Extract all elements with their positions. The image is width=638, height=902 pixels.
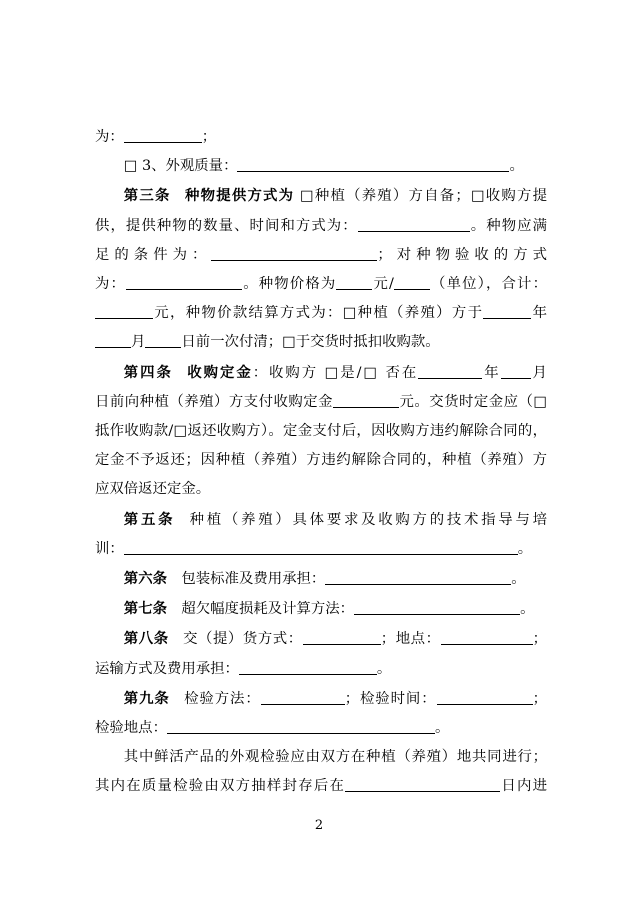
blank-field bbox=[126, 288, 242, 290]
text-segment: 日内进 bbox=[500, 778, 547, 795]
text-line bbox=[95, 328, 547, 357]
blank-field bbox=[394, 288, 430, 290]
text-segment: 超欠幅度损耗及计算方法： bbox=[181, 601, 355, 618]
text-line bbox=[95, 655, 547, 684]
text-segment: 日前一次付清；□于交货时抵扣收购款。 bbox=[181, 334, 440, 351]
article-label: 第八条 bbox=[123, 630, 169, 648]
blank-field bbox=[303, 643, 381, 645]
article-heading: 种物提供方式为 bbox=[185, 187, 295, 205]
blank-field bbox=[437, 703, 533, 705]
blank-field bbox=[211, 259, 377, 261]
text-segment: 。 bbox=[520, 601, 535, 618]
text-segment: 为： bbox=[95, 129, 124, 145]
text-line bbox=[95, 270, 547, 299]
text-line bbox=[95, 299, 547, 328]
text-segment: 检验地点： bbox=[95, 720, 167, 737]
text-line bbox=[95, 123, 547, 152]
article-label: 第三条 bbox=[123, 187, 171, 205]
text-line bbox=[95, 358, 547, 388]
text-segment: 足的条件为： bbox=[95, 246, 212, 263]
text-segment: 。种物应满 bbox=[469, 217, 547, 234]
article-heading: 收购定金 bbox=[187, 363, 253, 381]
blank-field bbox=[345, 790, 500, 792]
blank-field bbox=[441, 643, 533, 645]
text-segment: 其中鲜活产品的外观检验应由双方在种植（养殖）地共同进行； bbox=[123, 749, 547, 766]
text-segment: 元，种物价款结算方式为：□种植（养殖）方于 bbox=[153, 305, 484, 322]
text-segment: 抵作收购款/□返还收购方）。定金支付后，因收购方违约解除合同的， bbox=[95, 423, 547, 440]
text-line bbox=[95, 594, 547, 624]
text-segment: 年 bbox=[531, 305, 547, 322]
text-segment: （单位），合计： bbox=[429, 276, 547, 293]
blank-field bbox=[418, 377, 482, 379]
text-line bbox=[95, 152, 547, 181]
text-line bbox=[95, 475, 547, 504]
blank-field bbox=[354, 613, 520, 615]
text-segment: 为： bbox=[95, 276, 127, 293]
text-segment: 包装标准及费用承担： bbox=[181, 571, 326, 588]
text-segment: ； bbox=[532, 631, 547, 648]
text-segment: □种植（养殖）方自备；□收购方提 bbox=[294, 188, 547, 205]
text-segment: 供，提供种物的数量、时间和方式为： bbox=[95, 217, 358, 234]
text-line bbox=[95, 684, 547, 714]
text-line bbox=[95, 564, 547, 594]
blank-field bbox=[95, 317, 153, 319]
text-segment: 元。交货时定金应（□ bbox=[399, 393, 547, 410]
text-line bbox=[95, 446, 547, 475]
article-label: 第六条 bbox=[123, 570, 167, 588]
page-number: 2 bbox=[314, 818, 324, 833]
text-line bbox=[95, 743, 547, 772]
article-label: 第七条 bbox=[123, 600, 167, 618]
article-label: 第四条 bbox=[123, 363, 173, 381]
text-segment: 月 bbox=[131, 334, 146, 351]
blank-field bbox=[239, 673, 377, 675]
text-segment: 元/ bbox=[372, 276, 394, 293]
text-segment: 年 bbox=[482, 364, 501, 381]
text-segment: 。 bbox=[376, 660, 392, 677]
text-segment: ；地点： bbox=[380, 631, 441, 648]
text-line bbox=[95, 714, 547, 743]
text-line bbox=[95, 624, 547, 654]
blank-field bbox=[358, 230, 470, 232]
text-segment: 定金不予返还；因种植（养殖）方违约解除合同的，种植（养殖）方 bbox=[95, 452, 547, 469]
blank-field bbox=[167, 732, 435, 734]
text-segment: 运输方式及费用承担： bbox=[95, 660, 239, 677]
text-segment: 种植（养殖）具体要求及收购方的技术指导与培 bbox=[189, 511, 547, 528]
text-segment: 检验方法： bbox=[184, 690, 261, 707]
contract-page-body bbox=[95, 123, 547, 802]
article-label: 第五条 bbox=[123, 510, 176, 528]
text-segment: 。 bbox=[434, 720, 450, 737]
text-segment: 交（提）货方式： bbox=[183, 631, 303, 648]
blank-field bbox=[483, 317, 531, 319]
text-segment: 月 bbox=[530, 364, 547, 381]
text-line bbox=[95, 212, 547, 241]
text-segment: ；检验时间： bbox=[344, 690, 437, 707]
text-segment: ； bbox=[532, 690, 547, 707]
blank-field bbox=[336, 288, 372, 290]
appearance-quality-label: □ 3、外观质量： bbox=[123, 158, 238, 175]
blank-field bbox=[333, 406, 399, 408]
article-label: 第九条 bbox=[123, 689, 170, 707]
blank-field bbox=[124, 141, 202, 143]
blank-field bbox=[237, 170, 509, 172]
text-segment: ：收购方 □是/□ 否在 bbox=[252, 364, 419, 381]
text-segment: 。 bbox=[517, 540, 533, 557]
text-segment: ；对种物验收的方式 bbox=[377, 246, 547, 263]
text-segment: 其内在质量检验由双方抽样封存后在 bbox=[95, 778, 346, 795]
text-line bbox=[95, 505, 547, 535]
text-segment: ； bbox=[201, 129, 217, 145]
text-segment: 日前向种植（养殖）方支付收购定金 bbox=[95, 393, 334, 410]
blank-field bbox=[124, 553, 518, 555]
blank-field bbox=[261, 703, 345, 705]
text-segment: 训： bbox=[95, 540, 124, 557]
text-line bbox=[95, 772, 547, 801]
text-segment: 应双倍返还定金。 bbox=[95, 481, 211, 498]
text-line bbox=[95, 181, 547, 211]
text-line bbox=[95, 388, 547, 417]
text-line bbox=[95, 241, 547, 270]
text-segment: 。种物价格为 bbox=[242, 276, 337, 293]
text-line bbox=[95, 535, 547, 564]
blank-field bbox=[325, 583, 511, 585]
text-line bbox=[95, 417, 547, 446]
blank-field bbox=[501, 377, 531, 379]
text-segment: 。 bbox=[509, 158, 524, 175]
text-segment: 。 bbox=[511, 571, 526, 588]
blank-field bbox=[145, 346, 181, 348]
blank-field bbox=[95, 346, 131, 348]
